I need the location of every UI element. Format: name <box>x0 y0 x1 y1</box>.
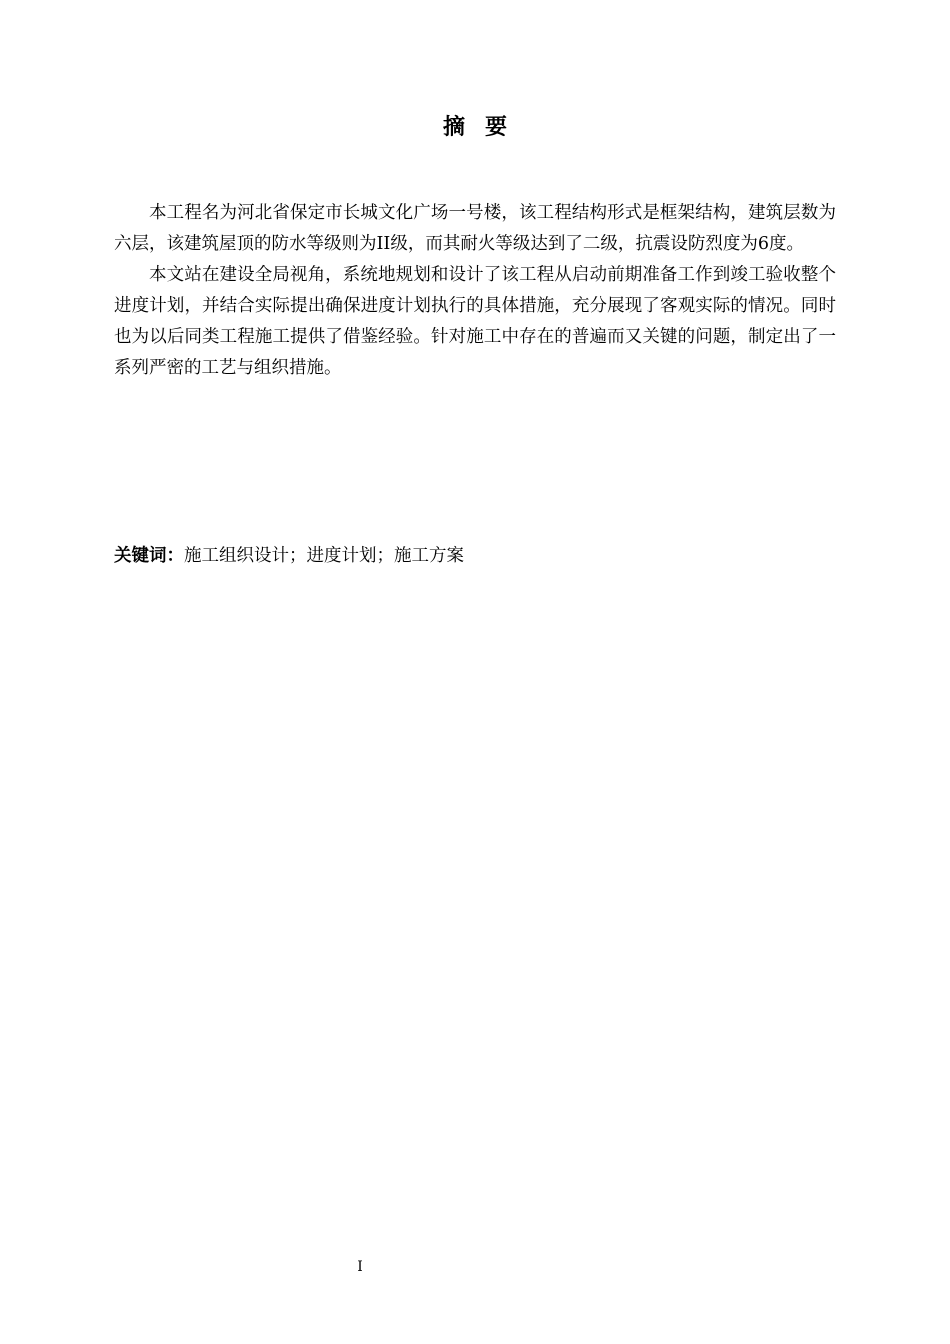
keywords-label: 关键词： <box>114 546 184 566</box>
keywords-value: 施工组织设计；进度计划；施工方案 <box>184 546 464 566</box>
page-number: I <box>357 1259 363 1275</box>
abstract-body <box>114 198 836 384</box>
abstract-paragraph-1: 本工程名为河北省保定市长城文化广场一号楼，该工程结构形式是框架结构，建筑层数为六层，该建筑屋顶的防水等级则为II级，而其耐火等级达到了二级，抗震设防烈度为6度。 <box>114 203 836 254</box>
abstract-paragraph-2: 本文站在建设全局视角，系统地规划和设计了该工程从启动前期准备工作到竣工验收整个进度计划，并结合实际提出确保进度计划执行的具体措施，充分展现了客观实际的情况。同时也为以后同类工程施工提供了借鉴经验。针对施工中存在的普遍而又关键的问题，制定出了一系列严密的工艺与组织措施。 <box>114 265 836 378</box>
abstract-title: 摘要 <box>442 115 527 140</box>
keywords-line <box>114 541 836 572</box>
